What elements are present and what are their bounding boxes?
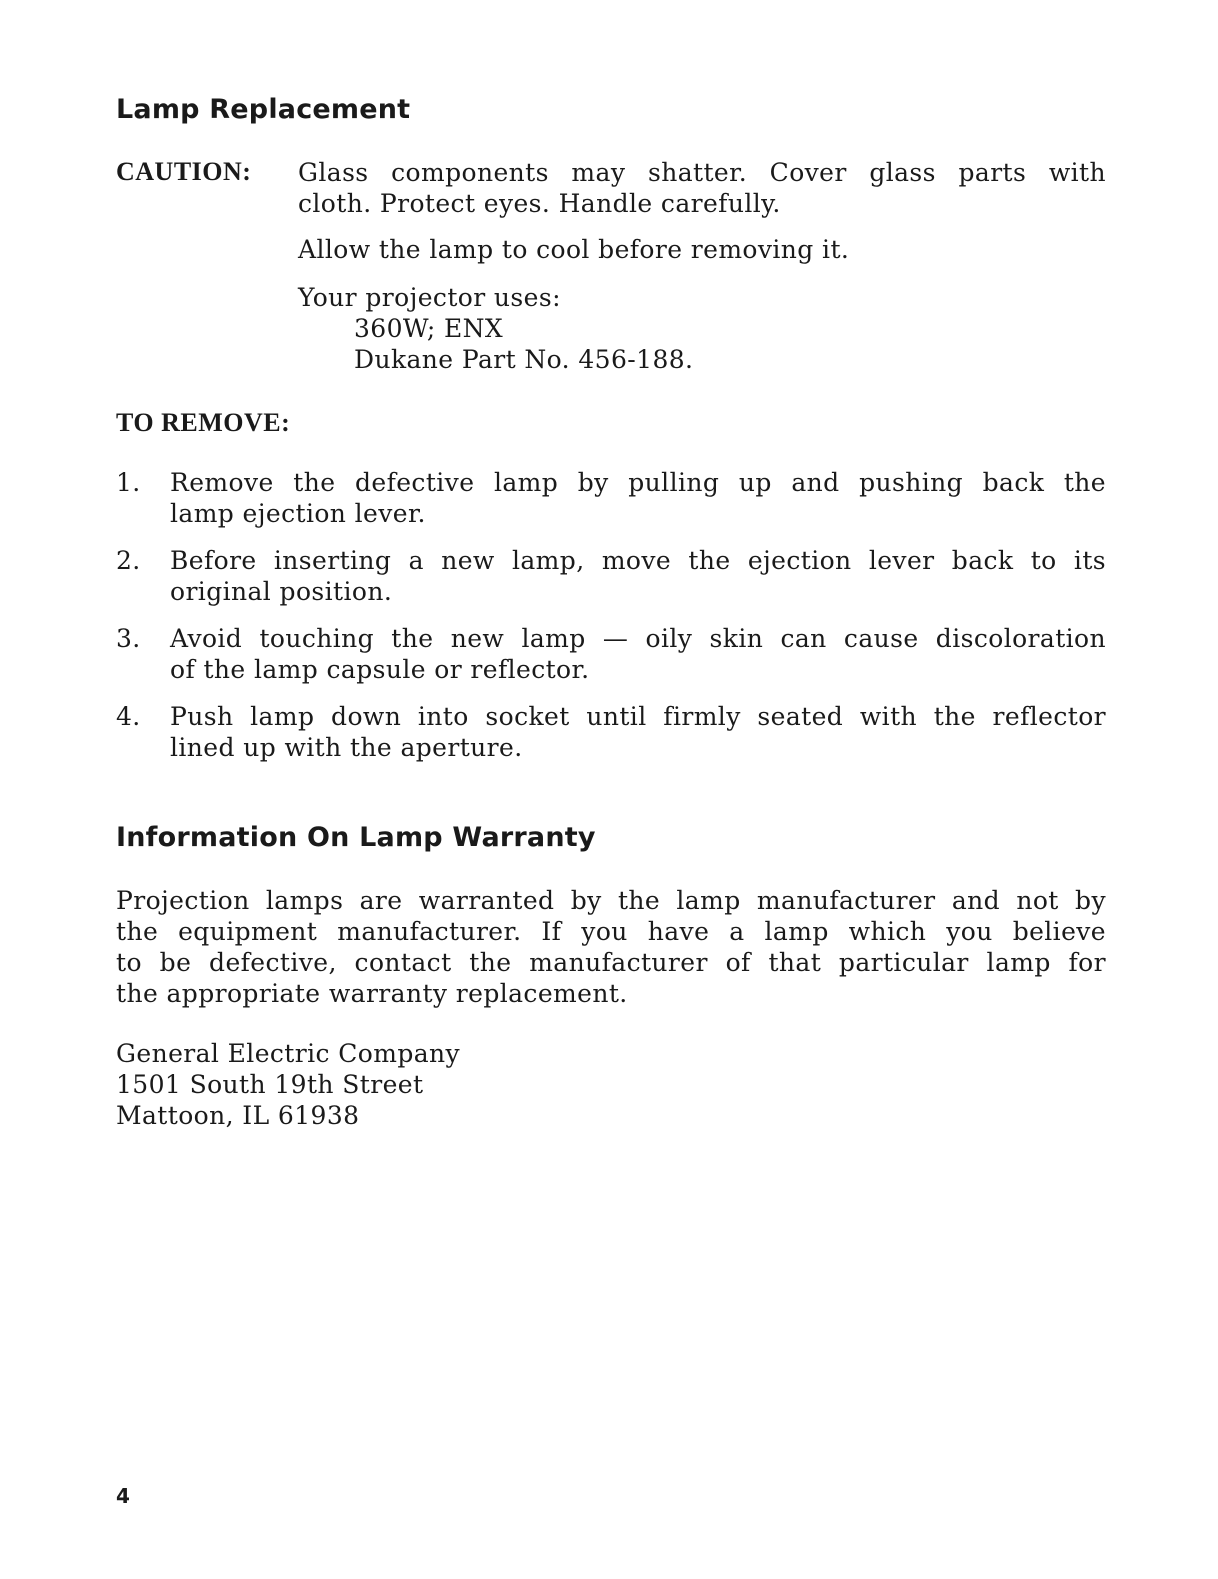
- lamp-warranty-heading: Information On Lamp Warranty: [116, 822, 596, 853]
- step-text-line1: Remove the defective lamp by pulling up and pushing back the: [170, 468, 1106, 497]
- cool-note: Allow the lamp to cool before removing it.: [298, 235, 850, 264]
- page-number: 4: [116, 1484, 130, 1508]
- warranty-line: to be defective, contact the manufacturer of that particular lamp for: [116, 948, 1106, 977]
- step-text-line1: Push lamp down into socket until firmly seated with the reflector: [170, 702, 1106, 731]
- step-text-line1: Avoid touching the new lamp — oily skin can cause discoloration: [170, 624, 1106, 653]
- lamp-type: 360W; ENX: [354, 314, 504, 343]
- address-line: Mattoon, IL 61938: [116, 1101, 360, 1130]
- step-number: 3.: [116, 624, 141, 653]
- step-text-line1: Before inserting a new lamp, move the ejection lever back to its: [170, 546, 1106, 575]
- to-remove-label: TO REMOVE:: [116, 408, 291, 437]
- lamp-replacement-heading: Lamp Replacement: [116, 94, 411, 125]
- address-line: General Electric Company: [116, 1039, 461, 1068]
- address-line: 1501 South 19th Street: [116, 1070, 424, 1099]
- caution-label: CAUTION:: [116, 157, 252, 186]
- step-number: 1.: [116, 468, 141, 497]
- step-text-line2: lined up with the aperture.: [170, 733, 523, 762]
- warranty-line: the equipment manufacturer. If you have a lamp which you believe: [116, 917, 1106, 946]
- step-text-line2: lamp ejection lever.: [170, 499, 426, 528]
- step-text-line2: of the lamp capsule or reflector.: [170, 655, 590, 684]
- step-number: 2.: [116, 546, 141, 575]
- warranty-line: Projection lamps are warranted by the lamp manufacturer and not by: [116, 886, 1106, 915]
- caution-text-line1: Glass components may shatter. Cover glass parts with: [298, 158, 1106, 187]
- warranty-line: the appropriate warranty replacement.: [116, 979, 628, 1008]
- part-number: Dukane Part No. 456-188.: [354, 345, 694, 374]
- step-text-line2: original position.: [170, 577, 393, 606]
- caution-text-line2: cloth. Protect eyes. Handle carefully.: [298, 189, 781, 218]
- projector-uses: Your projector uses:: [298, 283, 561, 312]
- step-number: 4.: [116, 702, 141, 731]
